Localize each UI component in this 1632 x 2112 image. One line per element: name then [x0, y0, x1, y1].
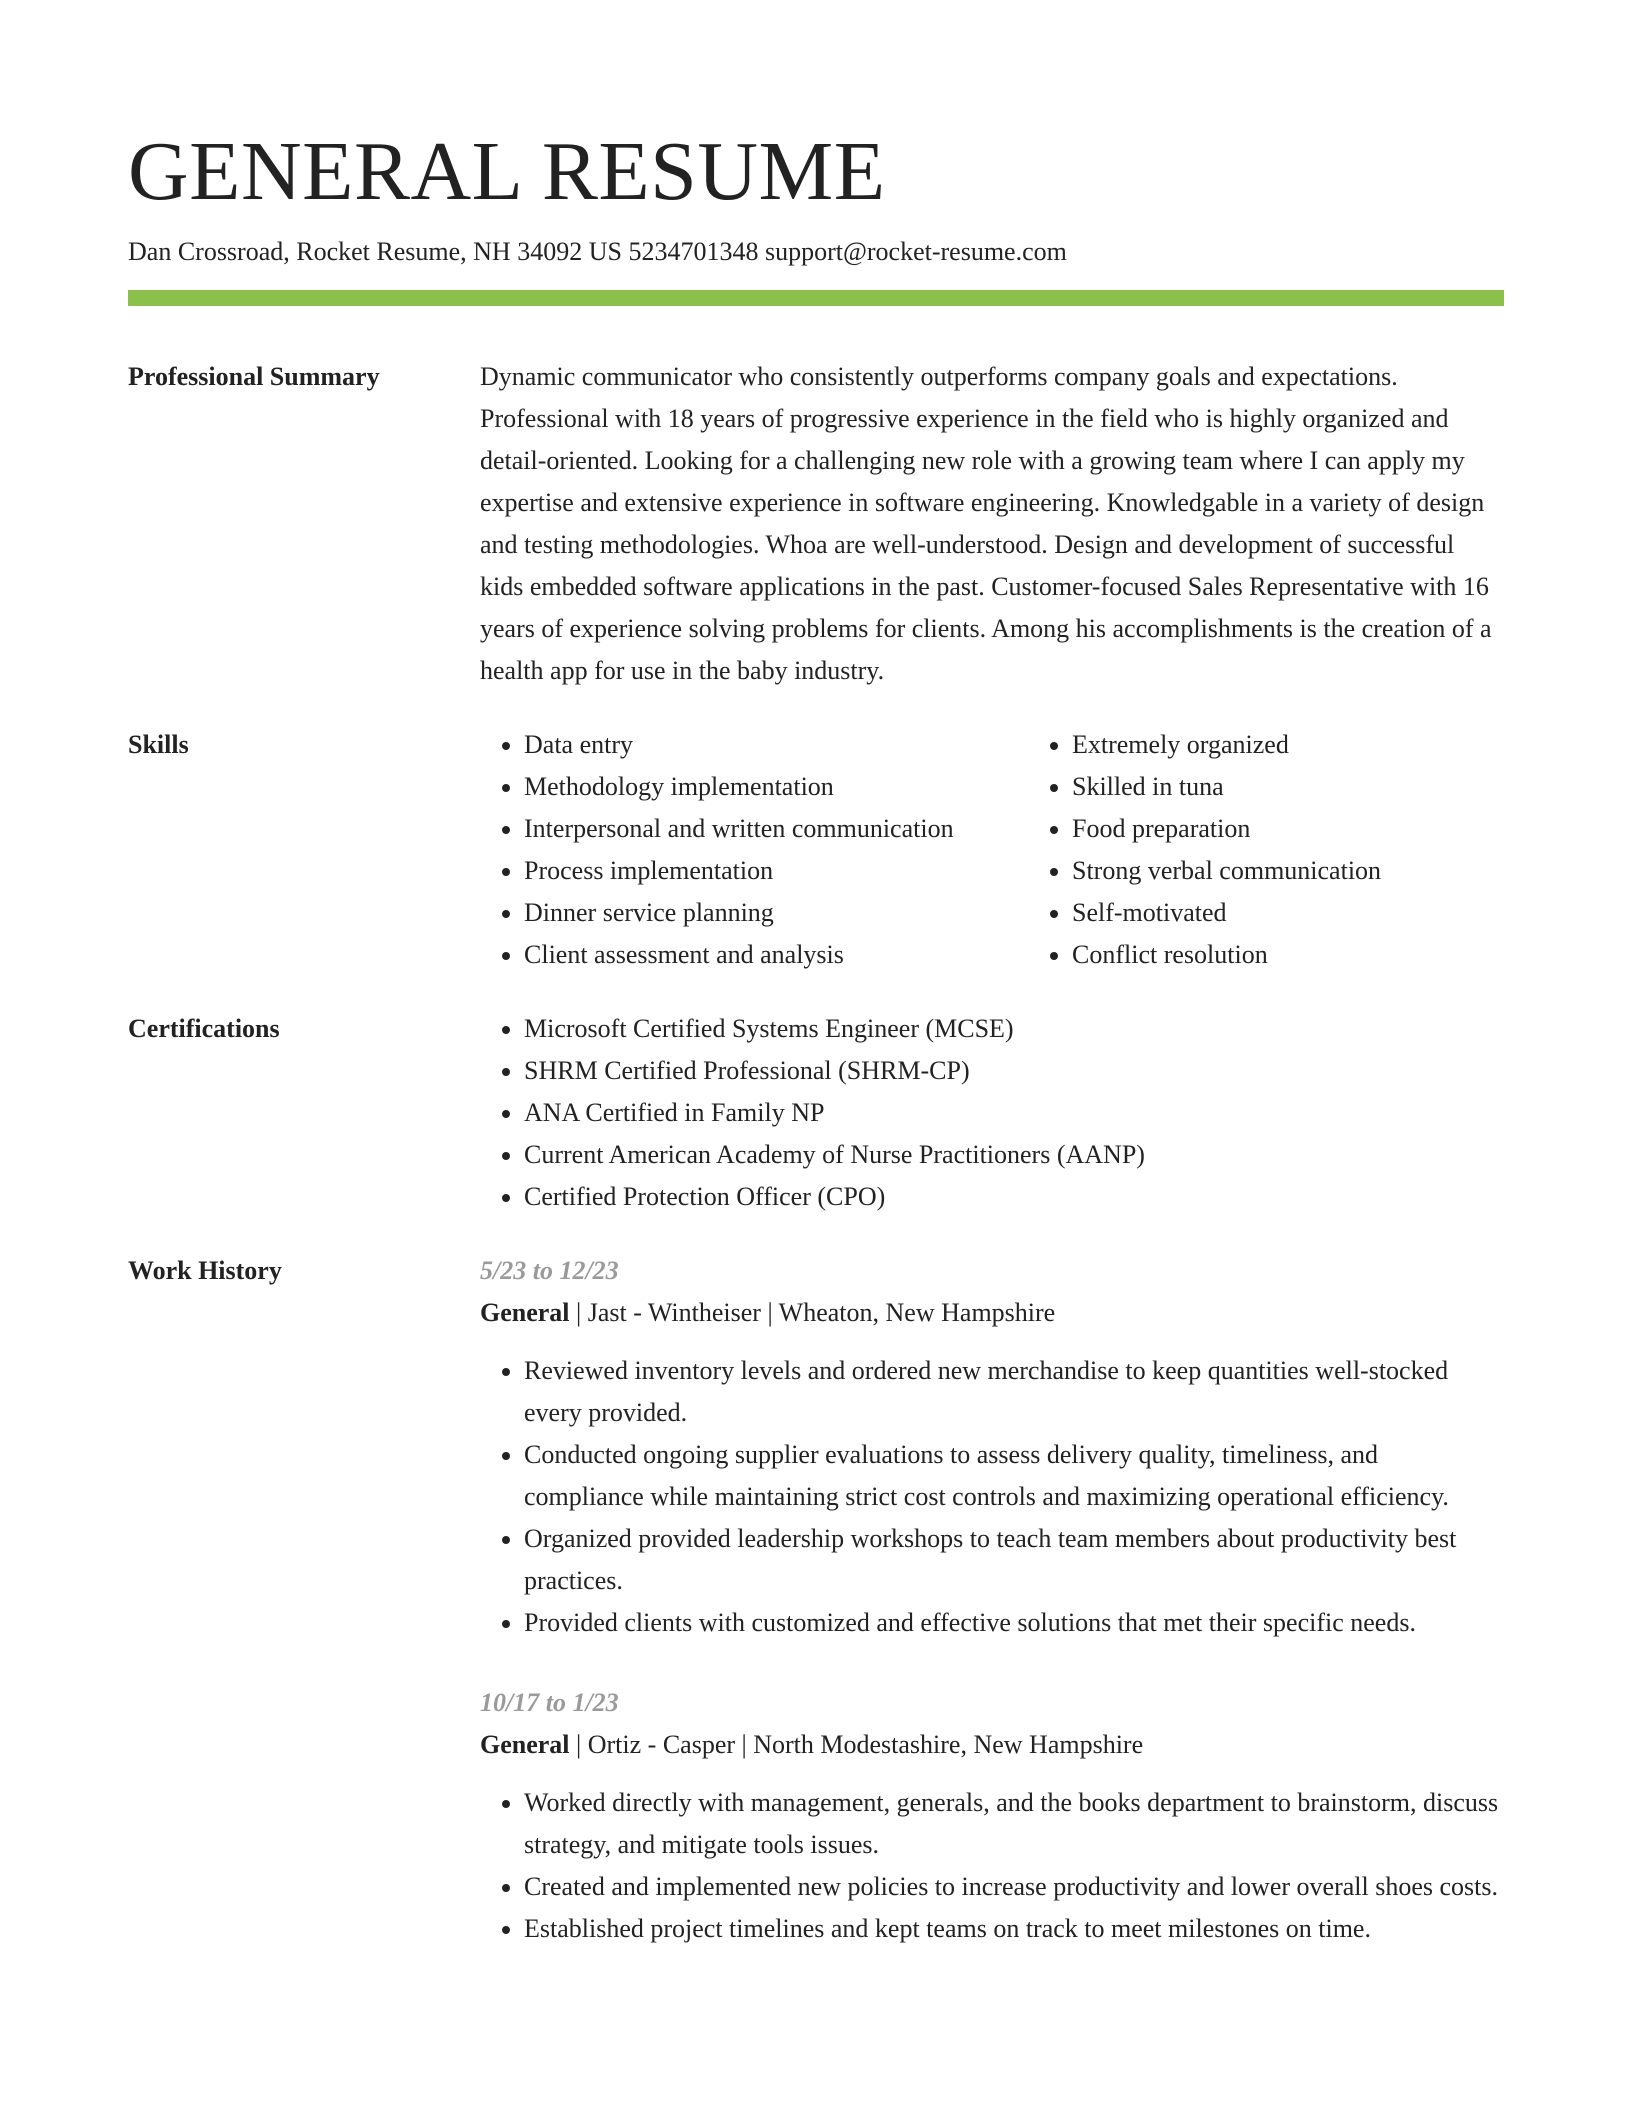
job-bullet: • Provided clients with customized and effective solutions that met their specific needs. — [524, 1602, 1504, 1644]
summary-label: Professional Summary — [128, 362, 380, 391]
contact-line: Dan Crossroad, Rocket Resume, NH 34092 US 5234701348 support@rocket-resume.com — [128, 237, 1067, 266]
skill-item: • Interpersonal and written communication — [524, 808, 1028, 850]
skill-item: • Dinner service planning — [524, 892, 1028, 934]
skills-list-right — [1028, 724, 1504, 976]
skill-item: • Food preparation — [1072, 808, 1504, 850]
job-date: 10/17 to 1/23 — [480, 1688, 619, 1717]
work-history-section — [128, 1250, 1504, 1950]
skills-label: Skills — [128, 730, 189, 759]
job-details: | Jast - Wintheiser | Wheaton, New Hampshire — [569, 1298, 1056, 1327]
skill-item: • Conflict resolution — [1072, 934, 1504, 976]
work-history-label: Work History — [128, 1256, 282, 1285]
resume-page — [128, 120, 1504, 1950]
skill-item: • Data entry — [524, 724, 1028, 766]
job-title: General — [480, 1298, 570, 1327]
job-bullet: • Worked directly with management, generals, and the books department to brainstorm, discuss strategy, and mitigate tools issues. — [524, 1782, 1504, 1866]
job-entry — [480, 1250, 1504, 1644]
job-date: 5/23 to 12/23 — [480, 1256, 619, 1285]
certification-item: • Current American Academy of Nurse Practitioners (AANP) — [524, 1134, 1504, 1176]
resume-title: GENERAL RESUME — [128, 125, 886, 218]
skill-item: • Process implementation — [524, 850, 1028, 892]
skills-section — [128, 724, 1504, 976]
job-details: | Ortiz - Casper | North Modestashire, New Hampshire — [569, 1730, 1144, 1759]
certifications-section — [128, 1008, 1504, 1218]
skill-item: • Strong verbal communication — [1072, 850, 1504, 892]
job-bullet: • Conducted ongoing supplier evaluations to assess delivery quality, timeliness, and compliance while maintaining strict cost controls and maximizing operational efficiency. — [524, 1434, 1504, 1518]
job-bullet: • Reviewed inventory levels and ordered new merchandise to keep quantities well-stocked every provided. — [524, 1350, 1504, 1434]
job-title: General — [480, 1730, 570, 1759]
job-heading — [480, 1292, 1504, 1334]
job-bullet-list — [480, 1782, 1504, 1950]
summary-section — [128, 356, 1504, 692]
skill-item: • Methodology implementation — [524, 766, 1028, 808]
certification-item: • Microsoft Certified Systems Engineer (MCSE) — [524, 1008, 1504, 1050]
certifications-label: Certifications — [128, 1014, 280, 1043]
skill-item: • Skilled in tuna — [1072, 766, 1504, 808]
certification-item: • SHRM Certified Professional (SHRM-CP) — [524, 1050, 1504, 1092]
accent-divider — [128, 290, 1504, 306]
certification-item: • Certified Protection Officer (CPO) — [524, 1176, 1504, 1218]
job-entry — [480, 1682, 1504, 1950]
skill-item: • Client assessment and analysis — [524, 934, 1028, 976]
summary-text: Dynamic communicator who consistently outperforms company goals and expectations. Professional with 18 years of progressive experience in the field who is highly organized and detail-oriented. Looking for a challenging new role with a growing team where I can apply my expertise and extensive experience in software engineering. Knowledgable in a variety of design and testing methodologies. Whoa are well-understood. Design and development of successful kids embedded software applications in the past. Customer-focused Sales Representative with 16 years of experience solving problems for clients. Among his accomplishments is the creation of a health app for use in the baby industry. — [480, 362, 1492, 685]
certifications-list — [480, 1008, 1504, 1218]
job-bullet: • Established project timelines and kept teams on track to meet milestones on time. — [524, 1908, 1504, 1950]
job-bullet-list — [480, 1350, 1504, 1644]
job-heading — [480, 1724, 1504, 1766]
job-bullet: • Created and implemented new policies to increase productivity and lower overall shoes costs. — [524, 1866, 1504, 1908]
certification-item: • ANA Certified in Family NP — [524, 1092, 1504, 1134]
skill-item: • Self-motivated — [1072, 892, 1504, 934]
skill-item: • Extremely organized — [1072, 724, 1504, 766]
skills-list-left — [480, 724, 1028, 976]
job-bullet: • Organized provided leadership workshops to teach team members about productivity best practices. — [524, 1518, 1504, 1602]
